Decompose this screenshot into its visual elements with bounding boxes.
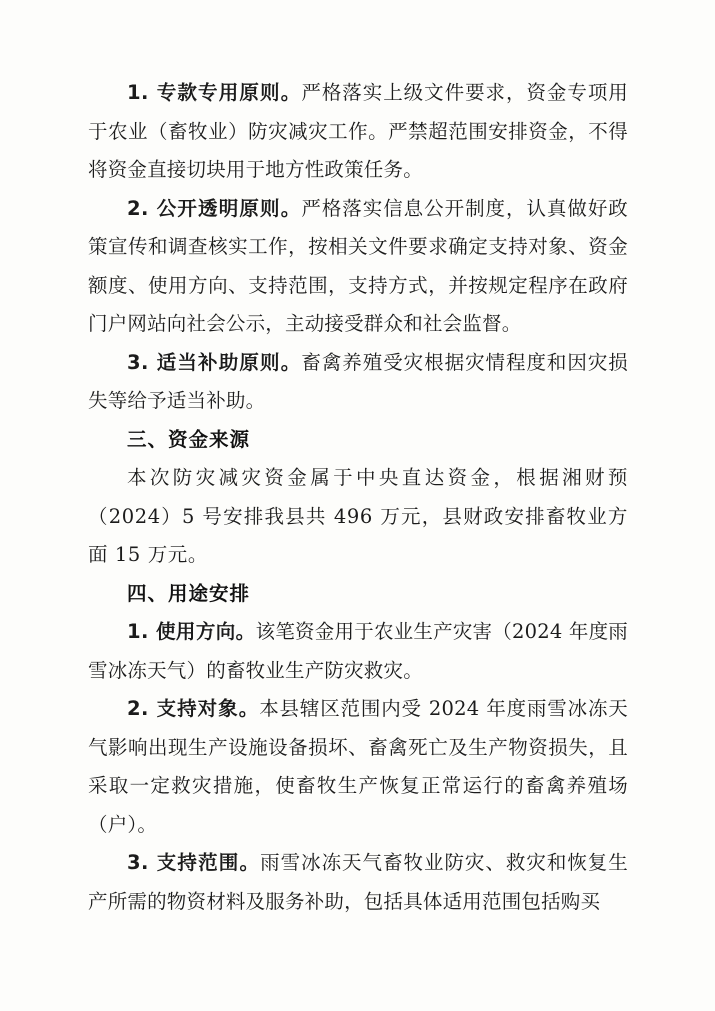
paragraph-principle-1 [88,74,628,190]
paragraph-principle-3 [88,344,628,421]
paragraph-lead: 1. 专款专用原则。 [127,81,302,104]
paragraph-text: 严格落实信息公开制度，认真做好政策宣传和调查核实工作，按相关文件要求确定支持对象、资金额度、使用方向、支持范围，支持方式，并按规定程序在政府门户网站向社会公示，主动接受群众和社会监督。 [88,196,629,335]
paragraph-text: 本县辖区范围内受 2024 年度雨雪冰冻天气影响出现生产设施设备损坏、畜禽死亡及生产物资损失，且采取一定救灾措施，使畜牧生产恢复正常运行的畜禽养殖场（户）。 [88,697,628,836]
paragraph-support-scope [88,844,628,921]
paragraph-usage-direction [88,613,628,690]
paragraph-text: 雨雪冰冻天气畜牧业防灾、救灾和恢复生产所需的物资材料及服务补助，包括具体适用范围包括购买 [88,851,628,913]
paragraph-principle-2 [88,190,628,344]
paragraph-lead: 3. 支持范围。 [127,851,261,874]
paragraph-lead: 3. 适当补助原则。 [127,350,302,374]
paragraph-text: 畜禽养殖受灾根据灾情程度和因灾损失等给予适当补助。 [88,350,629,412]
paragraph-text: 本次防灾减灾资金属于中央直达资金，根据湘财预（2024）5 号安排我县共 496 万元，县财政安排畜牧业方面 15 万元。 [88,466,628,566]
paragraph-lead: 1. 使用方向。 [127,620,256,643]
document-body [88,74,628,921]
paragraph-lead: 2. 公开透明原则。 [127,196,302,220]
paragraph-funding-source [88,459,628,575]
section-heading-usage-arrangement: 四、用途安排 [127,581,251,605]
section-heading-funding-source: 三、资金来源 [127,427,251,451]
paragraph-text: 严格落实上级文件要求，资金专项用于农业（畜牧业）防灾减灾工作。严禁超范围安排资金，不得将资金直接切块用于地方性政策任务。 [88,81,629,181]
paragraph-text: 该笔资金用于农业生产灾害（2024 年度雨雪冰冻天气）的畜牧业生产防灾救灾。 [88,620,628,682]
paragraph-support-target [88,690,628,844]
paragraph-lead: 2. 支持对象。 [127,697,260,720]
